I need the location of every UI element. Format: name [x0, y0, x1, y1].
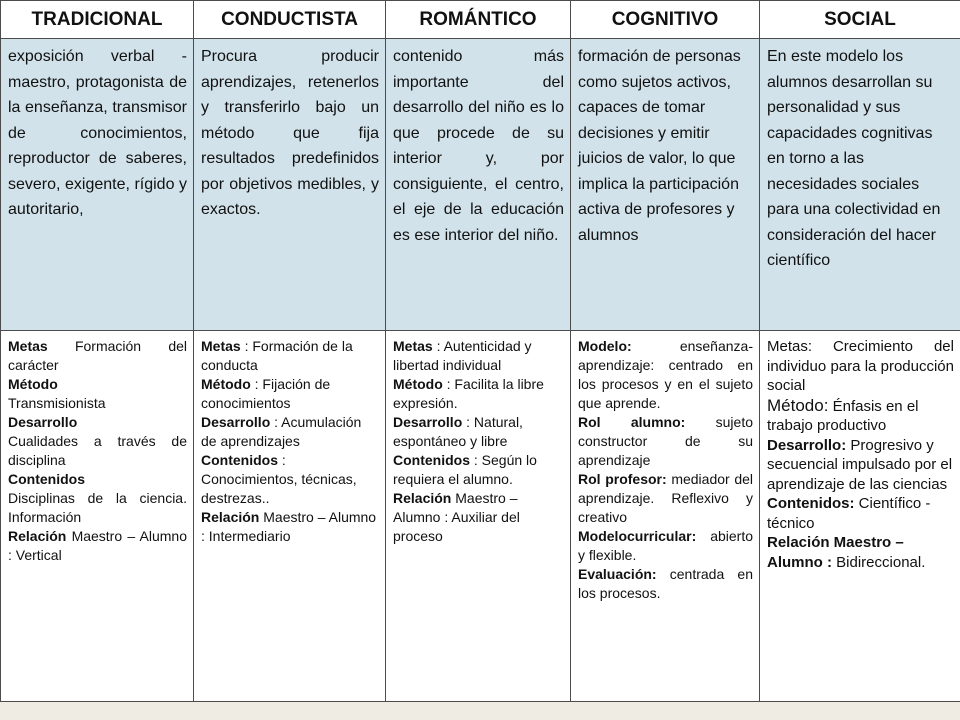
description-conductista: Procura producir aprendizajes, retenerlos y transferirlo bajo un método que fija resultados predefinidos por objetivos medibles, y exactos. — [194, 39, 386, 331]
desarrollo-line — [767, 436, 954, 495]
modelo-text: enseñanza-aprendizaje: centrado en los procesos y en el sujeto que aprende. — [578, 338, 753, 411]
metodo-text: Énfasis en el trabajo productivo — [767, 397, 919, 434]
desarrollo-label: Desarrollo — [8, 414, 78, 430]
relacion-text: Maestro – Alumno : Auxiliar del proceso — [393, 490, 520, 544]
relacion-label: Relación Maestro – Alumno : — [767, 534, 904, 571]
evaluacion-text: centrada en los procesos. — [578, 566, 753, 601]
metodo-label: Método — [8, 376, 58, 392]
header-row — [1, 1, 960, 39]
desarrollo-label: Desarrollo — [201, 414, 271, 430]
metodo-label: Método — [393, 376, 443, 392]
relacion-text: Maestro – Alumno : Vertical — [8, 528, 188, 563]
contenidos-text: : Según lo requiera el alumno. — [393, 452, 537, 487]
description-romantico: contenido más importante del desarrollo del niño es lo que procede de su interior y, por consiguiente, el centro, el eje de la educación es ese interior del niño. — [386, 39, 571, 331]
contenidos-line — [201, 451, 379, 508]
metodo-label: Método: — [767, 395, 829, 415]
header-conductista: CONDUCTISTA — [194, 1, 386, 39]
metas-label: Metas — [393, 338, 433, 354]
desarrollo-label: Desarrollo: — [767, 436, 847, 454]
metas-label: Metas — [8, 338, 48, 354]
contenidos-label: Contenidos — [201, 452, 278, 468]
metas-text: : Autenticidad y libertad individual — [393, 338, 532, 373]
metodo-text: : Facilita la libre expresión. — [393, 376, 544, 411]
relacion-line — [8, 527, 187, 565]
contenidos-label: Contenidos: — [767, 495, 855, 512]
relacion-label: Relación — [8, 528, 67, 544]
description-social: En este modelo los alumnos desarrollan su personalidad y sus capacidades cognitivas en torno a las necesidades sociales para una colectividad en consideración del hacer científico — [760, 39, 960, 331]
header-romantico: ROMÁNTICO — [386, 1, 571, 39]
contenidos-text: : Conocimientos, técnicas, destrezas.. — [201, 452, 357, 506]
metas-text: Metas: Crecimiento del individuo para la producción social — [767, 338, 954, 394]
relacion-text: Bidireccional. — [836, 553, 926, 571]
modelocurricular-label: Modelocurricular: — [578, 528, 697, 544]
metodo-line — [393, 375, 564, 413]
description-row — [1, 39, 960, 331]
relacion-line — [201, 508, 379, 546]
contenidos-text: Científico - técnico — [767, 495, 931, 532]
header-social: SOCIAL — [760, 1, 960, 39]
description-cognitivo: formación de personas como sujetos activos, capaces de tomar decisiones y emitir juicios de valor, lo que implica la participación activa de profesores y alumnos — [571, 39, 760, 331]
modelocurricular-line — [578, 527, 753, 565]
desarrollo-text: Cualidades a través de disciplina — [8, 433, 187, 468]
description-tradicional: exposición verbal - maestro, protagonista de la enseñanza, transmisor de conocimientos, reproductor de saberes, severo, exigente, rígido y autoritario, — [1, 39, 194, 331]
metodo-label: Método — [201, 376, 251, 392]
contenidos-label: Contenidos — [393, 452, 470, 468]
modelocurricular-text: abierto y flexible. — [578, 528, 753, 563]
relacion-text: Maestro – Alumno : Intermediario — [201, 509, 377, 544]
header-cognitivo: COGNITIVO — [571, 1, 760, 39]
details-conductista — [194, 331, 386, 702]
header-tradicional: TRADICIONAL — [1, 1, 194, 39]
rol-profesor-line — [578, 470, 753, 527]
evaluacion-label: Evaluación: — [578, 566, 657, 582]
relacion-label: Relación — [201, 509, 260, 525]
desarrollo-text: Progresivo y secuencial impulsado por el aprendizaje de las ciencias — [767, 436, 953, 493]
metas-text: Formación del carácter — [8, 338, 187, 373]
metodo-text: : Fijación de conocimientos — [201, 376, 331, 411]
metodo-line — [767, 396, 954, 436]
contenidos-label: Contenidos — [8, 471, 85, 487]
modelo-label: Modelo: — [578, 338, 632, 354]
desarrollo-line — [393, 413, 564, 451]
relacion-line — [767, 533, 954, 572]
details-cognitivo — [571, 331, 760, 702]
rol-profesor-label: Rol profesor: — [578, 471, 667, 487]
metodo-line — [201, 375, 379, 413]
relacion-line — [393, 489, 564, 546]
details-row — [1, 331, 960, 702]
desarrollo-text: : Acumulación de aprendizajes — [201, 414, 362, 449]
desarrollo-label: Desarrollo — [393, 414, 463, 430]
contenidos-line — [393, 451, 564, 489]
details-romantico — [386, 331, 571, 702]
modelo-line — [578, 337, 753, 413]
metas-line — [393, 337, 564, 375]
rol-alumno-text: sujeto constructor de su aprendizaje — [578, 414, 753, 468]
rol-profesor-text: mediador del aprendizaje. Reflexivo y creativo — [578, 471, 754, 525]
metas-line — [8, 337, 187, 375]
evaluacion-line — [578, 565, 753, 603]
contenidos-text: Disciplinas de la ciencia. Información — [8, 490, 187, 525]
metas-line — [201, 337, 379, 375]
details-tradicional — [1, 331, 194, 702]
rol-alumno-label: Rol alumno: — [578, 414, 686, 430]
relacion-label: Relación — [393, 490, 452, 506]
desarrollo-text: : Natural, espontáneo y libre — [393, 414, 523, 449]
contenidos-line — [767, 494, 954, 533]
desarrollo-line — [201, 413, 379, 451]
metas-label: Metas — [201, 338, 241, 354]
rol-alumno-line — [578, 413, 753, 470]
metodo-text: Transmisionista — [8, 395, 106, 411]
details-social — [760, 331, 960, 702]
metas-text: : Formación de la conducta — [201, 338, 353, 373]
